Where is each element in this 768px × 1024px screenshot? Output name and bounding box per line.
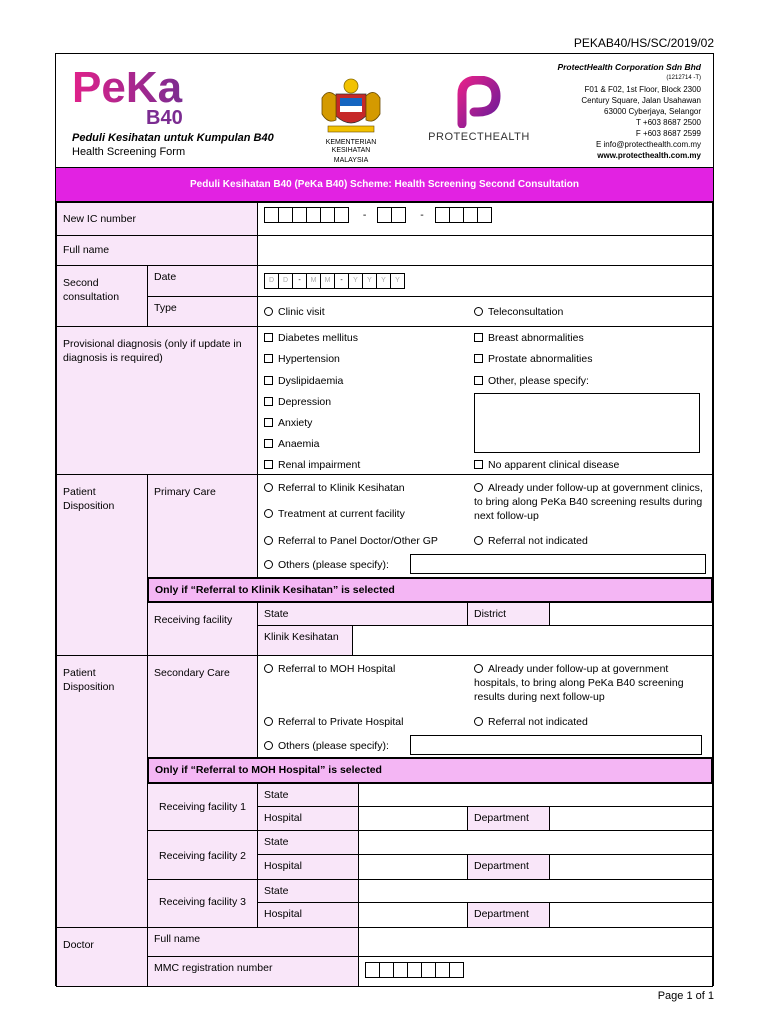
klinik-kesihatan-label: Klinik Kesihatan — [257, 625, 353, 656]
radio-icon — [474, 717, 483, 726]
doctor-full-name-input[interactable] — [358, 927, 713, 957]
teleconsultation-label: Teleconsultation — [488, 306, 564, 318]
rf1-department-label: Department — [467, 806, 550, 831]
address-line-1: F01 & F02, 1st Floor, Block 2300 — [584, 85, 701, 94]
primary-care-options — [257, 474, 713, 578]
radio-icon — [474, 307, 483, 316]
secondary-not-indicated-radio[interactable] — [474, 715, 588, 729]
primary-not-indicated-label: Referral not indicated — [488, 535, 588, 547]
depression-checkbox[interactable] — [264, 395, 331, 409]
primary-care-label: Primary Care — [147, 474, 258, 578]
primary-already-followup-radio[interactable] — [474, 481, 704, 523]
receiving-facility-1-label: Receiving facility 1 — [147, 783, 258, 831]
ic-part-1[interactable] — [264, 209, 348, 221]
referral-moh-label: Referral to MOH Hospital — [278, 663, 396, 675]
no-clinical-disease-label: No apparent clinical disease — [488, 459, 620, 471]
radio-icon — [264, 483, 273, 492]
rf3-department-input[interactable] — [549, 902, 713, 928]
checkbox-icon — [264, 333, 273, 342]
rf2-department-input[interactable] — [549, 854, 713, 880]
other-diagnosis-label: Other, please specify: — [488, 375, 589, 387]
protecthealth-wordmark: PROTECTHEALTH — [428, 131, 530, 143]
date-y4[interactable]: Y — [390, 273, 405, 289]
rf3-state-label: State — [257, 879, 359, 903]
rf3-state-input[interactable] — [358, 879, 713, 903]
date-y3[interactable]: Y — [376, 273, 391, 289]
address-line-3: 63000 Cyberjaya, Selangor — [604, 107, 701, 116]
dyslipidaemia-checkbox[interactable] — [264, 374, 343, 388]
patient-disposition-secondary-label: Patient Disposition — [56, 655, 148, 928]
checkbox-icon — [474, 354, 483, 363]
ic-dash-2: - — [420, 208, 424, 221]
date-d1[interactable]: D — [264, 273, 279, 289]
moh-crest — [306, 76, 396, 171]
address-line-2: Century Square, Jalan Usahawan — [581, 96, 701, 105]
checkbox-icon — [264, 439, 273, 448]
tagline: Peduli Kesihatan untuk Kumpulan B40 — [72, 132, 274, 144]
second-consultation-label: Second consultation — [56, 265, 148, 327]
receiving-facility-2-label: Receiving facility 2 — [147, 830, 258, 880]
date-sep-2: - — [334, 273, 349, 289]
checkbox-icon — [264, 354, 273, 363]
secondary-care-options — [257, 655, 713, 758]
anxiety-label: Anxiety — [278, 417, 313, 429]
website: www.protecthealth.com.my — [597, 151, 701, 160]
only-moh-heading: Only if “Referral to MOH Hospital” is selected — [147, 757, 713, 784]
primary-already-followup-label: Already under follow-up at government clinics, to bring along PeKa B40 screening results during next follow-up — [474, 482, 703, 522]
rf2-state-input[interactable] — [358, 830, 713, 855]
date-m1[interactable]: M — [306, 273, 321, 289]
checkbox-icon — [474, 376, 483, 385]
rf2-department-label: Department — [467, 854, 550, 880]
rf2-state-label: State — [257, 830, 359, 855]
company-reg-no: (1212714 -T) — [666, 75, 701, 81]
date-y2[interactable]: Y — [362, 273, 377, 289]
referral-moh-radio[interactable] — [264, 662, 395, 676]
radio-icon — [474, 536, 483, 545]
referral-kk-radio[interactable] — [264, 481, 405, 495]
protecthealth-logo — [424, 76, 534, 151]
referral-kk-label: Referral to Klinik Kesihatan — [278, 482, 405, 494]
radio-icon — [264, 741, 273, 750]
checkbox-icon — [474, 460, 483, 469]
ic-part-3[interactable] — [435, 209, 491, 221]
renal-impairment-label: Renal impairment — [278, 459, 361, 471]
date-field[interactable] — [257, 265, 713, 297]
hypertension-checkbox[interactable] — [264, 352, 340, 366]
rf3-department-label: Department — [467, 902, 550, 928]
date-d2[interactable]: D — [278, 273, 293, 289]
svg-text:B40: B40 — [146, 107, 183, 129]
type-field — [257, 296, 713, 327]
radio-icon — [264, 536, 273, 545]
date-sep-1: - — [292, 273, 307, 289]
radio-icon — [264, 717, 273, 726]
patient-disposition-primary-label: Patient Disposition — [56, 474, 148, 656]
form-frame — [55, 53, 714, 986]
doctor-full-name-label: Full name — [147, 927, 359, 957]
clinic-visit-label: Clinic visit — [278, 306, 325, 318]
teleconsultation-radio[interactable] — [474, 305, 563, 319]
form-header — [56, 54, 713, 168]
secondary-care-label: Secondary Care — [147, 655, 258, 758]
radio-icon — [474, 483, 483, 492]
treatment-current-radio[interactable] — [264, 507, 405, 521]
kk-state-label: State — [257, 602, 468, 626]
document-code: PEKAB40/HS/SC/2019/02 — [573, 36, 714, 50]
fax: F +603 8687 2599 — [635, 129, 701, 138]
anaemia-label: Anaemia — [278, 438, 320, 450]
doctor-label: Doctor — [56, 927, 148, 987]
breast-abnormalities-checkbox[interactable] — [474, 331, 584, 345]
secondary-already-followup-label: Already under follow-up at government hospitals, to bring along PeKa B40 screening results during next follow-up — [474, 663, 684, 703]
protecthealth-p-icon — [454, 76, 504, 128]
checkbox-icon — [264, 397, 273, 406]
hypertension-label: Hypertension — [278, 353, 340, 365]
secondary-others-radio[interactable] — [264, 739, 389, 753]
prostate-abnormalities-label: Prostate abnormalities — [488, 353, 593, 365]
treatment-current-label: Treatment at current facility — [278, 508, 405, 520]
diabetes-label: Diabetes mellitus — [278, 332, 358, 344]
radio-icon — [474, 664, 483, 673]
page-number: Page 1 of 1 — [657, 990, 714, 1002]
new-ic-label: New IC number — [56, 202, 258, 236]
company-name: ProtectHealth Corporation Sdn Bhd — [557, 62, 701, 72]
other-diagnosis-input[interactable] — [474, 393, 700, 453]
peka-b40-logo — [72, 62, 202, 132]
rf1-hospital-input[interactable] — [358, 806, 468, 831]
rf1-state-input[interactable] — [358, 783, 713, 807]
primary-others-label: Others (please specify): — [278, 559, 389, 571]
referral-private-label: Referral to Private Hospital — [278, 716, 404, 728]
secondary-others-input[interactable] — [410, 735, 702, 755]
primary-not-indicated-radio[interactable] — [474, 534, 588, 548]
other-diagnosis-checkbox[interactable] — [474, 374, 589, 388]
secondary-already-followup-radio[interactable] — [474, 662, 706, 704]
checkbox-icon — [264, 376, 273, 385]
date-m2[interactable]: M — [320, 273, 335, 289]
form-title-band: Peduli Kesihatan B40 (PeKa B40) Scheme: Health Screening Second Consultation — [56, 168, 713, 202]
referral-panel-label: Referral to Panel Doctor/Other GP — [278, 535, 438, 547]
kk-district-input[interactable] — [549, 602, 713, 626]
radio-icon — [264, 307, 273, 316]
mmc-field[interactable] — [358, 956, 713, 987]
radio-icon — [264, 509, 273, 518]
receiving-facility-3-label: Receiving facility 3 — [147, 879, 258, 928]
ic-part-2[interactable] — [377, 209, 405, 221]
checkbox-icon — [264, 460, 273, 469]
provisional-diagnosis-label: Provisional diagnosis (only if update in diagnosis is required) — [56, 326, 258, 475]
svg-text:PeKa: PeKa — [72, 63, 183, 112]
full-name-input[interactable] — [257, 235, 713, 266]
clinic-visit-radio[interactable] — [264, 305, 325, 319]
company-address — [557, 62, 701, 161]
radio-icon — [264, 664, 273, 673]
full-name-label: Full name — [56, 235, 258, 266]
diabetes-checkbox[interactable] — [264, 331, 358, 345]
rf2-hospital-input[interactable] — [358, 854, 468, 880]
anaemia-checkbox[interactable] — [264, 437, 319, 451]
secondary-others-label: Others (please specify): — [278, 740, 389, 752]
referral-panel-radio[interactable] — [264, 534, 438, 548]
email: E info@protecthealth.com.my — [595, 140, 701, 149]
anxiety-checkbox[interactable] — [264, 416, 312, 430]
coat-of-arms-icon — [316, 76, 386, 134]
only-kk-heading: Only if “Referral to Klinik Kesihatan” is selected — [147, 577, 713, 603]
primary-others-radio[interactable] — [264, 558, 389, 572]
rf2-hospital-label: Hospital — [257, 854, 359, 880]
no-clinical-disease-checkbox[interactable] — [474, 458, 619, 472]
rf1-hospital-label: Hospital — [257, 806, 359, 831]
kk-district-label: District — [467, 602, 550, 626]
prostate-abnormalities-checkbox[interactable] — [474, 352, 592, 366]
breast-abnormalities-label: Breast abnormalities — [488, 332, 584, 344]
crest-caption-2: MALAYSIA — [333, 157, 369, 164]
form-name: Health Screening Form — [72, 146, 186, 158]
diagnosis-field — [257, 326, 713, 475]
crest-caption-1: KEMENTERIAN KESIHATAN — [325, 139, 377, 154]
telephone: T +603 8687 2500 — [635, 118, 701, 127]
rf1-department-input[interactable] — [549, 806, 713, 831]
klinik-kesihatan-input[interactable] — [352, 625, 713, 656]
checkbox-icon — [264, 418, 273, 427]
renal-impairment-checkbox[interactable] — [264, 458, 360, 472]
rf1-state-label: State — [257, 783, 359, 807]
secondary-not-indicated-label: Referral not indicated — [488, 716, 588, 728]
mmc-label: MMC registration number — [147, 956, 359, 987]
ic-dash-1: - — [362, 208, 367, 221]
new-ic-field[interactable] — [257, 202, 713, 236]
rf3-hospital-label: Hospital — [257, 902, 359, 928]
rf3-hospital-input[interactable] — [358, 902, 468, 928]
radio-icon — [264, 560, 273, 569]
type-label: Type — [147, 296, 258, 327]
dyslipidaemia-label: Dyslipidaemia — [278, 375, 344, 387]
date-y1[interactable]: Y — [348, 273, 363, 289]
depression-label: Depression — [278, 396, 332, 408]
checkbox-icon — [474, 333, 483, 342]
date-label: Date — [147, 265, 258, 297]
primary-others-input[interactable] — [410, 554, 706, 574]
referral-private-radio[interactable] — [264, 715, 403, 729]
receiving-facility-label: Receiving facility — [147, 602, 258, 656]
